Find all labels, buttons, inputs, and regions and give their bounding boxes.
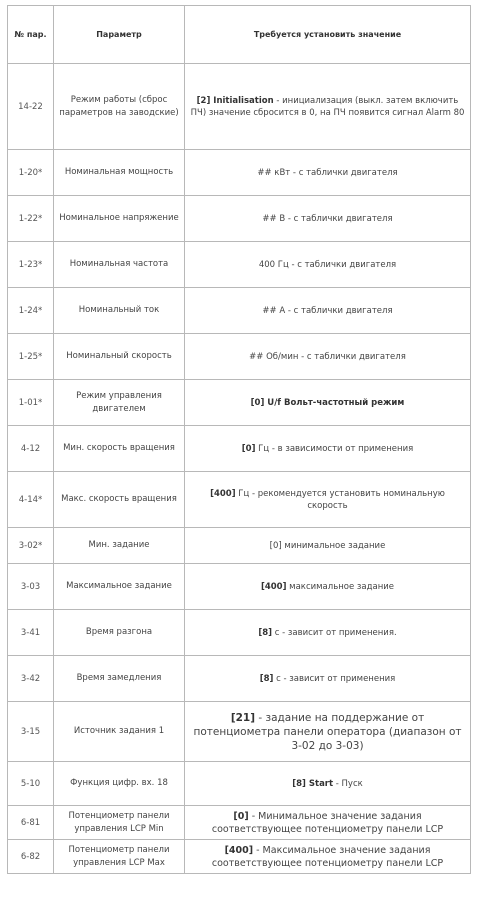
value-text: Гц - рекомендуется установить номинальную скорость (235, 488, 445, 511)
table-row (8, 242, 471, 288)
param-value (185, 656, 471, 702)
param-name: Номинальная мощность (54, 150, 185, 196)
param-name: Время замедления (54, 656, 185, 702)
param-value (185, 150, 471, 196)
param-number: 6-81 (8, 806, 54, 840)
table-row (8, 426, 471, 472)
value-text: максимальное задание (286, 581, 395, 592)
param-value (185, 196, 471, 242)
param-name: Режим управления двигателем (54, 380, 185, 426)
param-number: 6-82 (8, 840, 54, 874)
table-row (8, 564, 471, 610)
table-row (8, 380, 471, 426)
param-value (185, 564, 471, 610)
value-code: [400] (260, 581, 287, 592)
param-number: 14-22 (8, 64, 54, 150)
table-row (8, 762, 471, 806)
value-text: 400 Гц - с таблички двигателя (258, 259, 397, 270)
param-value (185, 702, 471, 762)
table-row (8, 472, 471, 528)
value-text: ## кВт - с таблички двигателя (257, 167, 398, 178)
param-name: Мин. задание (54, 528, 185, 564)
table-row (8, 334, 471, 380)
value-text: - Минимальное значение задания соответствующее потенциометру панели LCP (211, 810, 444, 835)
param-value (185, 426, 471, 472)
param-number: 1-22* (8, 196, 54, 242)
param-name: Максимальное задание (54, 564, 185, 610)
header-num: № пар. (8, 6, 54, 64)
value-code: [0] U/f Вольт-частотный режим (250, 397, 405, 408)
param-value (185, 288, 471, 334)
param-value (185, 610, 471, 656)
table-row (8, 64, 471, 150)
param-value (185, 472, 471, 528)
value-code: [21] (230, 711, 256, 724)
param-value (185, 528, 471, 564)
param-name: Макс. скорость вращения (54, 472, 185, 528)
value-text: ## В - с таблички двигателя (262, 213, 393, 224)
table-row (8, 288, 471, 334)
value-text: с - зависит от применения (273, 673, 396, 684)
value-text: Гц - в зависимости от применения (255, 443, 414, 454)
value-text: ## Об/мин - с таблички двигателя (249, 351, 406, 362)
param-number: 3-02* (8, 528, 54, 564)
param-number: 5-10 (8, 762, 54, 806)
param-name: Мин. скорость вращения (54, 426, 185, 472)
param-value (185, 380, 471, 426)
value-text: - инициализация (выкл. затем включить ПЧ) значение сбросится в 0, на ПЧ появится сигнал Alarm 80 (190, 95, 465, 118)
param-value (185, 64, 471, 150)
table-row (8, 150, 471, 196)
param-value (185, 806, 471, 840)
table-row (8, 196, 471, 242)
header-param: Параметр (54, 6, 185, 64)
param-name: Время разгона (54, 610, 185, 656)
param-number: 3-15 (8, 702, 54, 762)
value-code: [400] (210, 488, 236, 499)
param-name: Функция цифр. вх. 18 (54, 762, 185, 806)
param-number: 1-24* (8, 288, 54, 334)
value-code: [8] Start (292, 778, 334, 789)
value-code: [0] (241, 443, 256, 454)
value-text: с - зависит от применения. (272, 627, 397, 638)
value-text: ## А - с таблички двигателя (262, 305, 393, 316)
param-value (185, 334, 471, 380)
value-code: [8] (258, 627, 273, 638)
param-number: 1-01* (8, 380, 54, 426)
table-row (8, 656, 471, 702)
param-name: Режим работы (сброс параметров на заводские) (54, 64, 185, 150)
value-text: [0] минимальное задание (269, 540, 386, 551)
param-number: 3-41 (8, 610, 54, 656)
param-number: 4-12 (8, 426, 54, 472)
header-value: Требуется установить значение (185, 6, 471, 64)
table-header-row (8, 6, 471, 64)
table-row (8, 610, 471, 656)
param-number: 1-25* (8, 334, 54, 380)
param-number: 4-14* (8, 472, 54, 528)
param-name: Потенциометр панели управления LCP Max (54, 840, 185, 874)
param-name: Номинальный скорость (54, 334, 185, 380)
param-name: Номинальный ток (54, 288, 185, 334)
table-row (8, 528, 471, 564)
param-value (185, 840, 471, 874)
table-row (8, 806, 471, 840)
table-row (8, 840, 471, 874)
param-number: 3-42 (8, 656, 54, 702)
param-number: 1-20* (8, 150, 54, 196)
param-name: Номинальное напряжение (54, 196, 185, 242)
param-number: 3-03 (8, 564, 54, 610)
param-value (185, 762, 471, 806)
value-code: [0] (233, 810, 249, 822)
table-row (8, 702, 471, 762)
param-number: 1-23* (8, 242, 54, 288)
value-code: [2] Initialisation (196, 95, 274, 106)
value-code: [400] (224, 844, 254, 856)
value-text: - задание на поддержание от потенциометра панели оператора (диапазон от 3-02 до 3-03) (193, 711, 462, 752)
value-text: - Пуск (333, 778, 363, 789)
value-text: - Максимальное значение задания соответствующее потенциометру панели LCP (211, 844, 444, 869)
parameters-table (7, 5, 471, 874)
param-name: Потенциометр панели управления LCP Min (54, 806, 185, 840)
value-code: [8] (259, 673, 274, 684)
param-name: Источник задания 1 (54, 702, 185, 762)
param-value (185, 242, 471, 288)
param-name: Номинальная частота (54, 242, 185, 288)
